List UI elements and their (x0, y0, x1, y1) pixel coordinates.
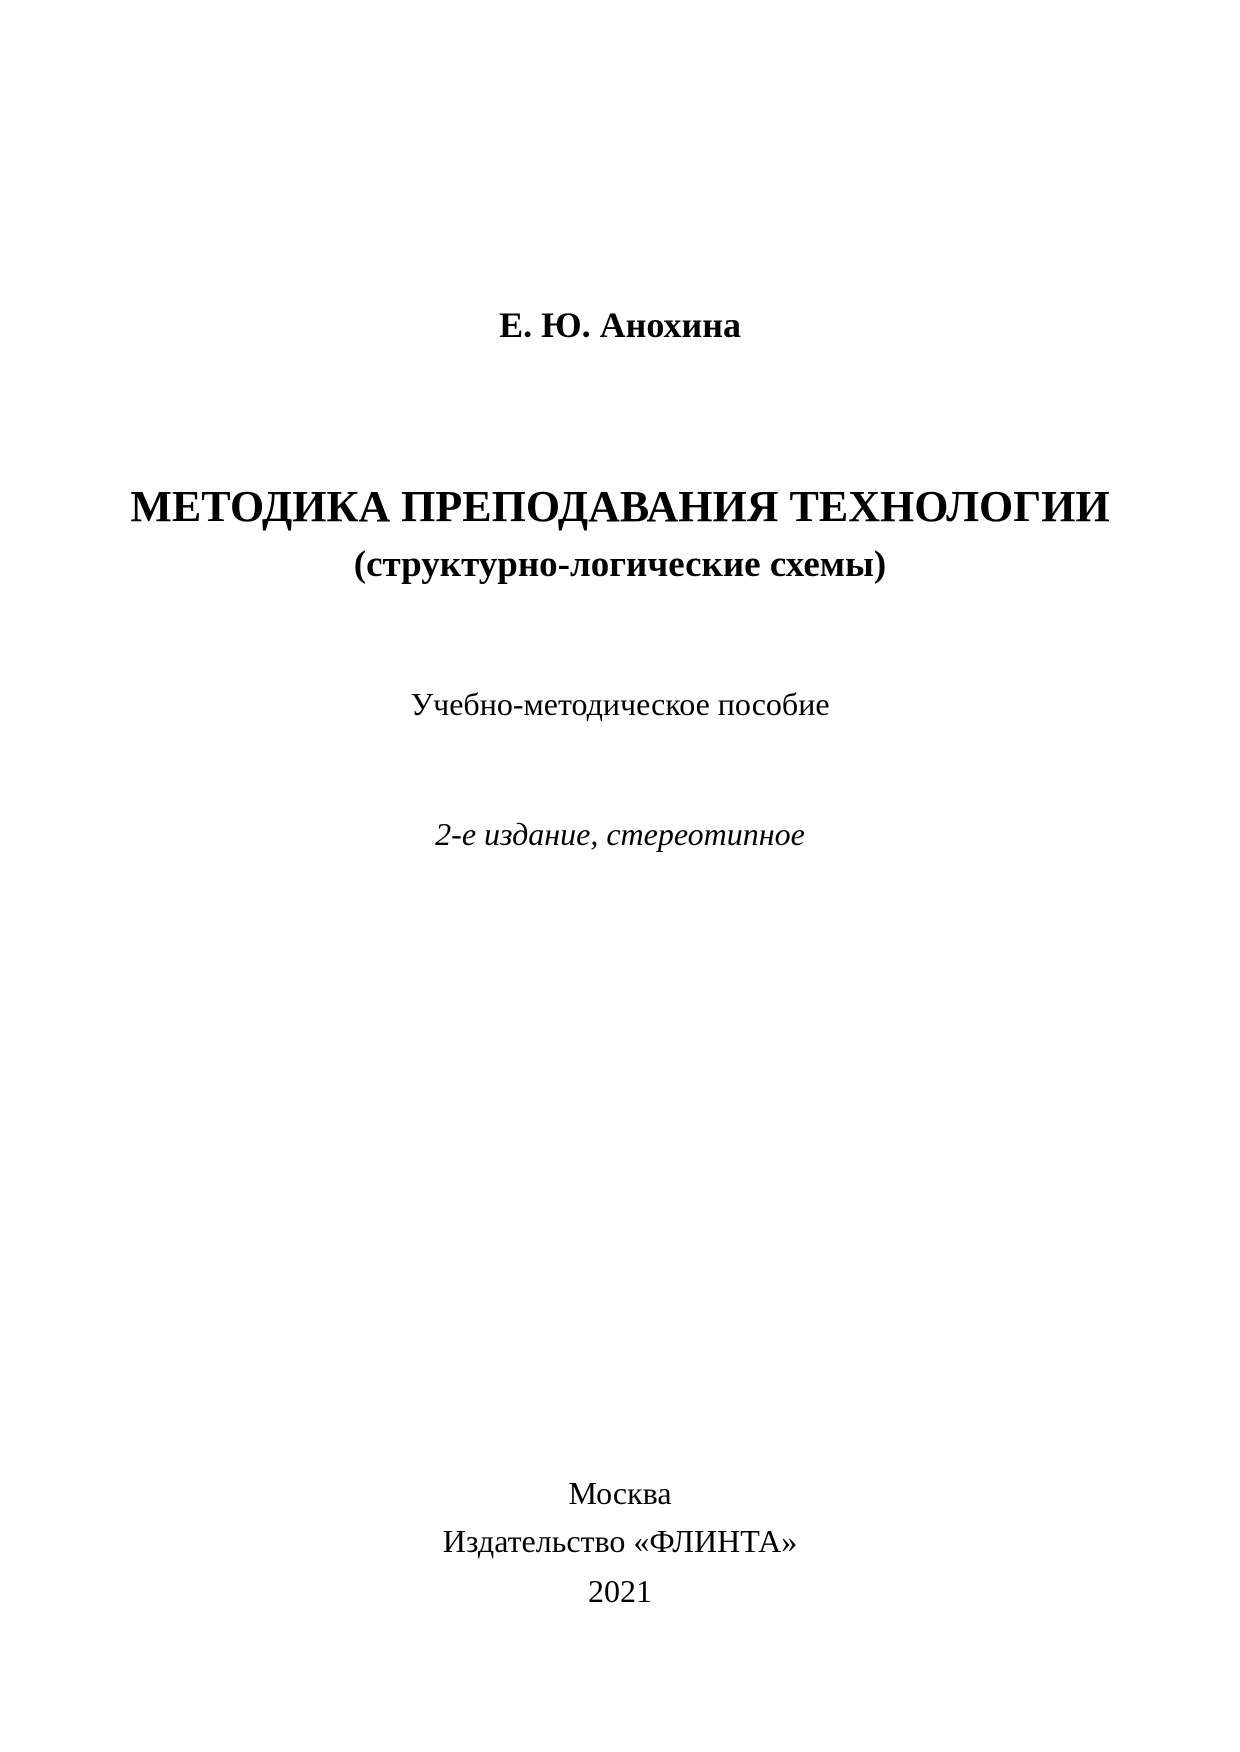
publication-genre: Учебно-методическое пособие (410, 686, 830, 722)
imprint-city: Москва (568, 1475, 672, 1511)
book-subtitle: (структурно-логические схемы) (353, 544, 887, 585)
imprint-year: 2021 (588, 1573, 652, 1609)
author-name: Е. Ю. Анохина (499, 305, 741, 345)
imprint-publisher: Издательство «ФЛИНТА» (442, 1523, 798, 1559)
book-title: МЕТОДИКА ПРЕПОДАВАНИЯ ТЕХНОЛОГИИ (130, 482, 1110, 531)
edition-note: 2-е издание, стереотипное (435, 816, 805, 852)
